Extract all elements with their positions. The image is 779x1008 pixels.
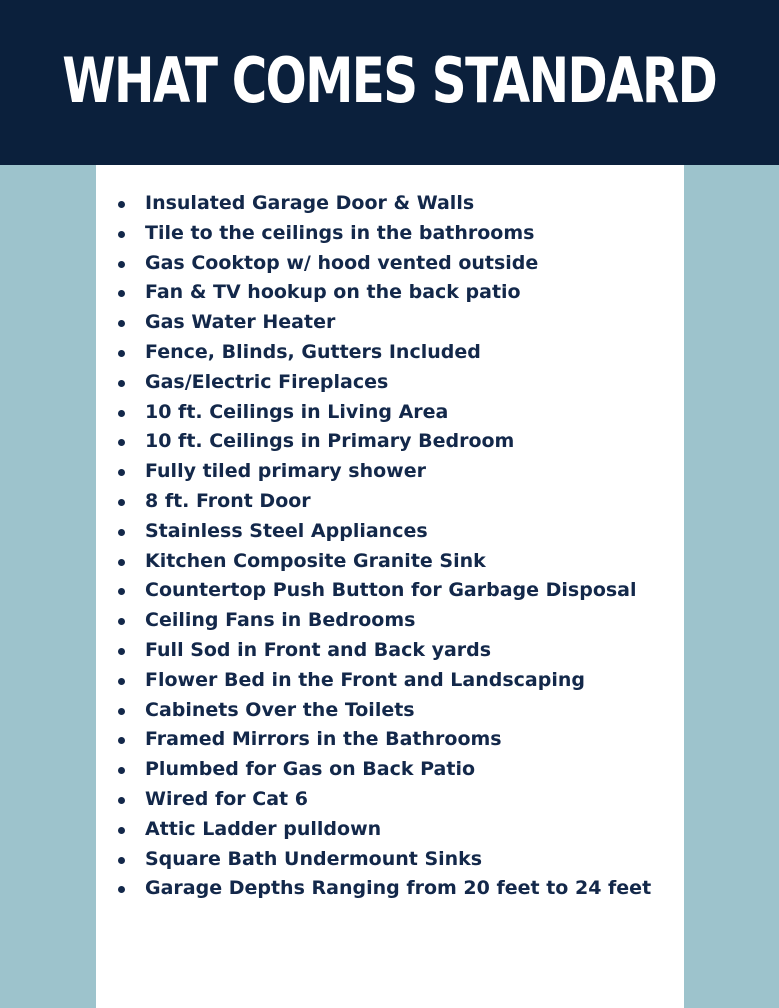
feature-label: Attic Ladder pulldown <box>145 817 382 840</box>
list-item <box>96 368 684 398</box>
list-item <box>96 278 684 308</box>
list-item <box>96 666 684 696</box>
list-item <box>96 845 684 875</box>
list-item <box>96 696 684 726</box>
feature-label: Full Sod in Front and Back yards <box>145 638 492 661</box>
feature-label: 10 ft. Ceilings in Primary Bedroom <box>145 430 515 453</box>
feature-label: Fan & TV hookup on the back patio <box>145 281 521 304</box>
list-item <box>96 427 684 457</box>
bullet-icon <box>118 678 125 685</box>
feature-label: Fully tiled primary shower <box>145 460 426 483</box>
features-panel <box>96 165 684 1008</box>
bullet-icon <box>118 410 125 417</box>
bullet-icon <box>118 797 125 804</box>
list-item <box>96 517 684 547</box>
bullet-icon <box>118 350 125 357</box>
feature-label: Countertop Push Button for Garbage Disposal <box>145 579 637 602</box>
bullet-icon <box>118 648 125 655</box>
bullet-icon <box>118 708 125 715</box>
bullet-icon <box>118 439 125 446</box>
feature-label: Gas Cooktop w/ hood vented outside <box>145 251 539 274</box>
list-item <box>96 249 684 279</box>
header-banner <box>0 0 779 165</box>
list-item <box>96 785 684 815</box>
feature-label: Framed Mirrors in the Bathrooms <box>145 728 502 751</box>
feature-label: Plumbed for Gas on Back Patio <box>145 758 476 781</box>
bullet-icon <box>118 380 125 387</box>
bullet-icon <box>118 231 125 238</box>
feature-label: Insulated Garage Door & Walls <box>145 192 475 214</box>
feature-label: Stainless Steel Appliances <box>145 519 428 542</box>
bullet-icon <box>118 767 125 774</box>
list-item <box>96 874 684 904</box>
list-item <box>96 755 684 785</box>
page-title: WHAT COMES STANDARD <box>62 44 717 117</box>
bullet-icon <box>118 618 125 625</box>
feature-label: Square Bath Undermount Sinks <box>145 847 483 870</box>
bullet-icon <box>118 201 125 208</box>
bullet-icon <box>118 469 125 476</box>
bullet-icon <box>118 290 125 297</box>
bullet-icon <box>118 886 125 893</box>
list-item <box>96 576 684 606</box>
list-item <box>96 308 684 338</box>
feature-label: Flower Bed in the Front and Landscaping <box>145 668 585 691</box>
feature-label: Tile to the ceilings in the bathrooms <box>145 221 535 244</box>
bullet-icon <box>118 529 125 536</box>
bullet-icon <box>118 261 125 268</box>
bullet-icon <box>118 320 125 327</box>
feature-label: Ceiling Fans in Bedrooms <box>145 609 416 632</box>
list-item <box>96 338 684 368</box>
feature-label: Fence, Blinds, Gutters Included <box>145 340 481 363</box>
right-side-band <box>684 165 779 1008</box>
list-item <box>96 487 684 517</box>
list-item <box>96 398 684 428</box>
list-item <box>96 219 684 249</box>
feature-label: Garage Depths Ranging from 20 feet to 24 feet <box>145 877 652 900</box>
bullet-icon <box>118 827 125 834</box>
bullet-icon <box>118 588 125 595</box>
feature-label: Gas/Electric Fireplaces <box>145 370 389 393</box>
feature-label: Wired for Cat 6 <box>145 787 308 810</box>
bullet-icon <box>118 737 125 744</box>
feature-label: Kitchen Composite Granite Sink <box>145 549 486 572</box>
feature-label: 10 ft. Ceilings in Living Area <box>145 400 449 423</box>
list-item <box>96 189 684 219</box>
left-side-band <box>0 165 96 1008</box>
list-item <box>96 547 684 577</box>
feature-list <box>96 189 684 904</box>
list-item <box>96 725 684 755</box>
list-item <box>96 606 684 636</box>
list-item <box>96 457 684 487</box>
list-item <box>96 815 684 845</box>
bullet-icon <box>118 499 125 506</box>
feature-label: Cabinets Over the Toilets <box>145 698 415 721</box>
feature-label: Gas Water Heater <box>145 311 336 334</box>
bullet-icon <box>118 559 125 566</box>
list-item <box>96 636 684 666</box>
bullet-icon <box>118 857 125 864</box>
feature-label: 8 ft. Front Door <box>145 489 311 512</box>
